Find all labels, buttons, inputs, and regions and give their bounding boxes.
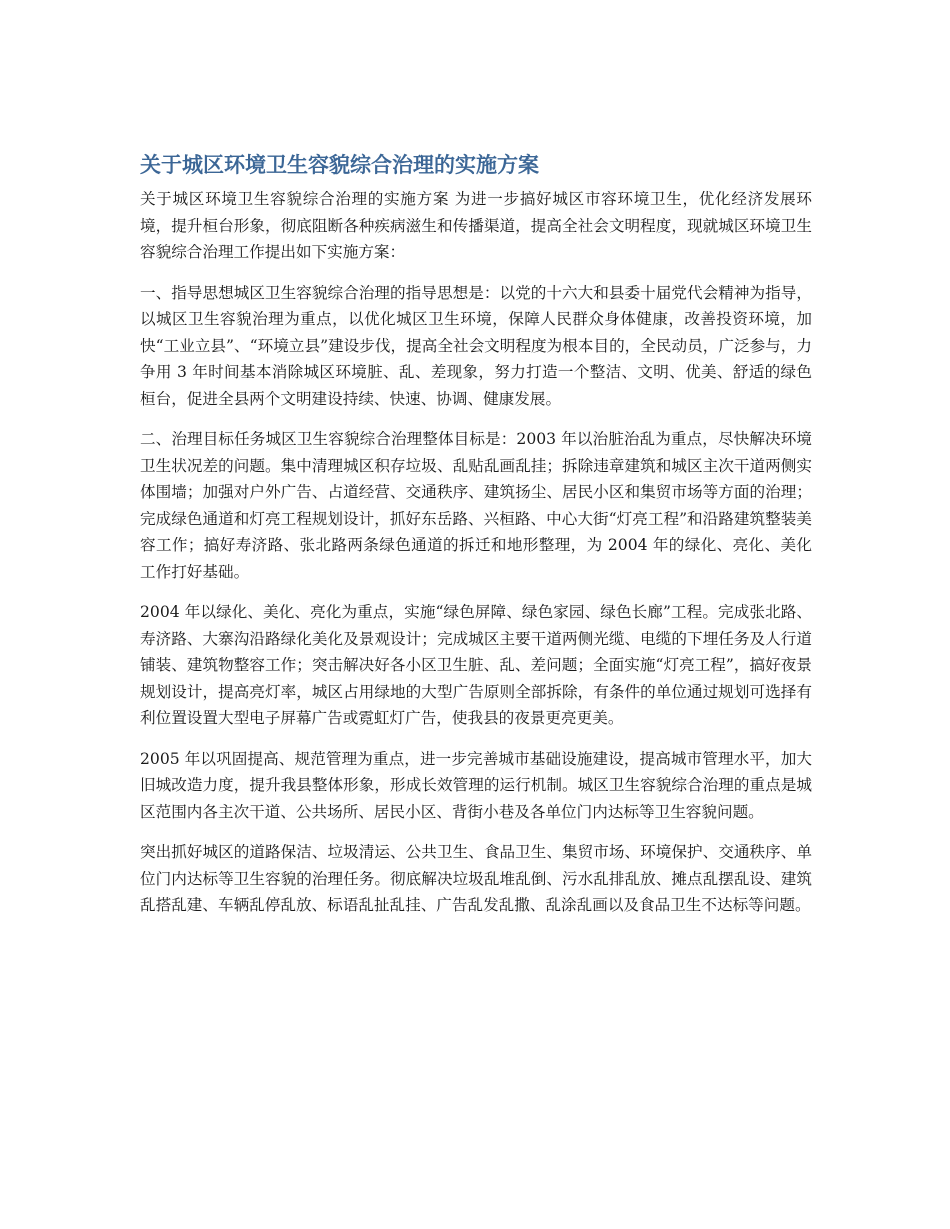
intro-paragraph: 关于城区环境卫生容貌综合治理的实施方案 为进一步搞好城区市容环境卫生，优化经济发展环境，提升桓台形象，彻底阻断各种疾病滋生和传播渠道，提高全社会文明程度，现就城区环境卫生容貌综合治理工作提出如下实施方案： [140,190,812,261]
key-tasks-paragraph: 突出抓好城区的道路保洁、垃圾清运、公共卫生、食品卫生、集贸市场、环境保护、交通秩序、单位门内达标等卫生容貌的治理任务。彻底解决垃圾乱堆乱倒、污水乱排乱放、摊点乱摆乱设、建筑乱搭乱建、车辆乱停乱放、标语乱扯乱挂、广告乱发乱撒、乱涂乱画以及食品卫生不达标等问题。 [140,843,812,914]
document-title: 关于城区环境卫生容貌综合治理的实施方案 [140,153,539,177]
objectives-2003-paragraph: 二、治理目标任务城区卫生容貌综合治理整体目标是：2003 年以治脏治乱为重点，尽快解决环境卫生状况差的问题。集中清理城区积存垃圾、乱贴乱画乱挂；拆除违章建筑和城区主次干道两侧实体围墙；加强对户外广告、占道经营、交通秩序、建筑扬尘、居民小区和集贸市场等方面的治理；完成绿色通道和灯亮工程规划设计，抓好东岳路、兴桓路、中心大街“灯亮工程”和沿路建筑整装美容工作；搞好寿济路、张北路两条绿色通道的拆迁和地形整理，为 2004 年的绿化、亮化、美化工作打好基础。 [140,430,812,581]
document-body [140,150,812,933]
objectives-2004-paragraph: 2004 年以绿化、美化、亮化为重点，实施“绿色屏障、绿色家园、绿色长廊”工程。完成张北路、寿济路、大寨沟沿路绿化美化及景观设计；完成城区主要干道两侧光缆、电缆的下埋任务及人行道铺装、建筑物整容工作；突击解决好各小区卫生脏、乱、差问题；全面实施“灯亮工程”，搞好夜景规划设计，提高亮灯率，城区占用绿地的大型广告原则全部拆除，有条件的单位通过规划可选择有利位置设置大型电子屏幕广告或霓虹灯广告，使我县的夜景更亮更美。 [140,603,812,727]
objectives-2005-paragraph: 2005 年以巩固提高、规范管理为重点，进一步完善城市基础设施建设，提高城市管理水平，加大旧城改造力度，提升我县整体形象，形成长效管理的运行机制。城区卫生容貌综合治理的重点是城区范围内各主次干道、公共场所、居民小区、背街小巷及各单位门内达标等卫生容貌问题。 [140,749,812,821]
guiding-principle-paragraph: 一、指导思想城区卫生容貌综合治理的指导思想是：以党的十六大和县委十届党代会精神为指导，以城区卫生容貌治理为重点，以优化城区卫生环境，保障人民群众身体健康，改善投资环境，加快“工业立县”、“环境立县”建设步伐，提高全社会文明程度为根本目的，全民动员，广泛参与，力争用 3 年时间基本消除城区环境脏、乱、差现象，努力打造一个整洁、文明、优美、舒适的绿色桓台，促进全县两个文明建设持续、快速、协调、健康发展。 [140,283,812,408]
